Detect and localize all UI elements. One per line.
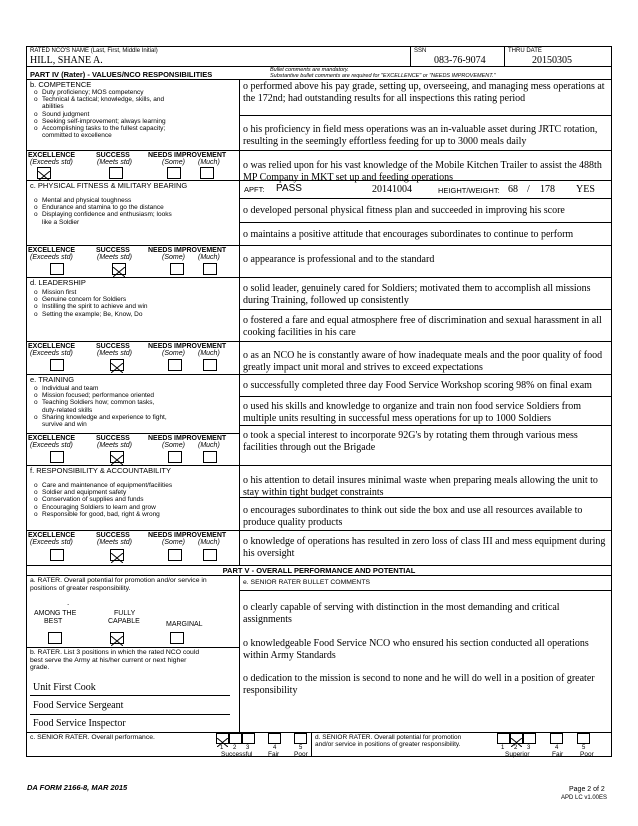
- much-label: (Much): [198, 350, 220, 357]
- success-sub: (Meets std): [97, 539, 133, 546]
- some-checkbox[interactable]: [168, 451, 182, 463]
- height-weight-label: HEIGHT/WEIGHT:: [438, 186, 500, 195]
- training-bullet-2: o used his skills and knowledge to organize and train non food service Soldiers from multiple units resulting in successful mess operations for up to 1000 Soldiers: [243, 401, 582, 424]
- needs-improvement-label: NEEDS IMPROVEMENT: [148, 247, 227, 254]
- potential-fair-label: Fair: [552, 751, 564, 758]
- part4-title: PART IV (Rater) - VALUES/NCO RESPONSIBILITIES: [30, 70, 213, 79]
- excellence-sub: (Exceeds std): [30, 539, 73, 546]
- fully-capable-checkbox[interactable]: [110, 632, 124, 644]
- some-label: (Some): [162, 442, 185, 449]
- training-title: e. TRAINING: [30, 375, 75, 384]
- capable-label: CAPABLE: [108, 618, 140, 625]
- performance-box-3[interactable]: [242, 733, 255, 744]
- weight-value: 178: [540, 184, 555, 195]
- senior-rater-bullet-2: o knowledgeable Food Service NCO who ensured his section conducted all operations within Army Standards: [243, 638, 589, 661]
- potential-box-4[interactable]: [550, 733, 563, 744]
- name-value: HILL, SHANE A.: [30, 55, 103, 66]
- some-label: (Some): [162, 159, 185, 166]
- potential-box-5[interactable]: [577, 733, 590, 744]
- fitness-bullet-3: o appearance is professional and to the standard: [243, 254, 435, 265]
- competence-items: [30, 89, 230, 139]
- marginal-label: MARGINAL: [166, 621, 203, 628]
- much-label: (Much): [198, 539, 220, 546]
- list-item: o Instilling the spirit to achieve and win: [30, 303, 230, 310]
- list-item: o Technical & tactical; knowledge, skills, and abilities: [30, 96, 172, 110]
- excellence-label: EXCELLENCE: [28, 532, 76, 539]
- list-item: o Individual and team: [30, 385, 230, 392]
- height-weight-slash: /: [527, 184, 530, 195]
- responsibility-bullet-3: o knowledge of operations has resulted in zero loss of class III and mess equipment during his oversight: [243, 536, 606, 559]
- performance-num-1: 1: [220, 745, 224, 751]
- list-item: o Mental and physical toughness: [30, 197, 230, 204]
- senior-rater-performance-title: c. SENIOR RATER. Overall performance.: [30, 734, 155, 741]
- responsibility-bullet-2: o encourages subordinates to think out side the box and use all resources available to produce quality products: [243, 505, 583, 528]
- height-value: 68: [508, 184, 518, 195]
- apft-value: PASS: [276, 183, 302, 194]
- part4-note-2: Substantive bullet comments are required for "EXCELLENCE" or "NEEDS IMPROVEMENT.": [270, 73, 496, 79]
- rater-potential-title: a. RATER. Overall potential for promotion and/or service in positions of greater responsibility.: [30, 577, 207, 592]
- competence-bullet-2: o his proficiency in field mess operations was an in-valuable asset during JRTC rotation, resulting in the seemingly effortless feeding for up to 3000 meals daily: [243, 124, 598, 147]
- leadership-title: d. LEADERSHIP: [30, 278, 86, 287]
- success-label: SUCCESS: [96, 532, 130, 539]
- version-label: APD LC v1.00ES: [561, 795, 608, 801]
- part4-note-1: Bullet comments are mandatory.: [270, 67, 349, 73]
- performance-num-2: 2: [233, 745, 237, 751]
- performance-box-1[interactable]: [216, 733, 229, 744]
- list-item: o Sound judgment: [30, 111, 230, 118]
- ssn-value: 083-76-9074: [434, 55, 486, 66]
- performance-poor-label: Poor: [294, 751, 308, 758]
- list-item: o Accomplishing tasks to the fullest capacity; committed to excellence: [30, 125, 192, 139]
- much-label: (Much): [198, 254, 220, 261]
- performance-num-3: 3: [246, 745, 250, 751]
- potential-num-1: 1: [501, 745, 505, 751]
- potential-box-2[interactable]: [510, 733, 523, 744]
- performance-successful-label: Successful: [221, 751, 253, 758]
- success-checkbox[interactable]: [112, 263, 126, 275]
- list-item: o Sharing knowledge and experience to fight, survive and win: [30, 414, 182, 428]
- potential-num-3: 3: [527, 745, 531, 751]
- excellence-checkbox[interactable]: [50, 451, 64, 463]
- competence-title: b. COMPETENCE: [30, 80, 92, 89]
- success-checkbox[interactable]: [110, 451, 124, 463]
- part5-title: PART V - OVERALL PERFORMANCE AND POTENTIAL: [222, 566, 416, 575]
- some-checkbox[interactable]: [170, 263, 184, 275]
- needs-improvement-label: NEEDS IMPROVEMENT: [148, 435, 227, 442]
- excellence-label: EXCELLENCE: [28, 343, 76, 350]
- list-item: o Mission first: [30, 289, 230, 296]
- fully-label: FULLY: [114, 610, 136, 617]
- potential-box-1[interactable]: [497, 733, 510, 744]
- excellence-sub: (Exceeds std): [30, 442, 73, 449]
- list-item: o Setting the example; Be, Know, Do: [30, 311, 230, 318]
- potential-num-2: 2: [514, 745, 518, 751]
- fitness-bullet-2: o maintains a positive attitude that encourages subordinates to continue to perform: [243, 229, 574, 240]
- excellence-checkbox[interactable]: [50, 549, 64, 561]
- excellence-checkbox[interactable]: [50, 359, 64, 371]
- success-sub: (Meets std): [97, 159, 133, 166]
- list-item: o Encouraging Soldiers to learn and grow: [30, 504, 230, 511]
- responsibility-items: [30, 482, 230, 518]
- best-label: BEST: [44, 618, 63, 625]
- needs-improvement-label: NEEDS IMPROVEMENT: [148, 152, 227, 159]
- training-bullet-1: o successfully completed three day Food Service Workshop scoring 98% on final exam: [243, 380, 592, 391]
- positions-title: b. RATER. List 3 positions in which the rated NCO could best serve the Army at his/her current or next higher grade.: [30, 649, 200, 671]
- potential-num-4: 4: [555, 745, 559, 751]
- list-item: o Displaying confidence and enthusiasm; looks like a Soldier: [30, 211, 172, 225]
- success-label: SUCCESS: [96, 343, 130, 350]
- list-item: o Mission focused; performance oriented: [30, 392, 230, 399]
- potential-num-5: 5: [582, 745, 586, 751]
- some-checkbox[interactable]: [167, 167, 181, 179]
- excellence-label: EXCELLENCE: [28, 152, 76, 159]
- position-1: Unit First Cook: [33, 682, 96, 693]
- much-checkbox[interactable]: [203, 359, 217, 371]
- leadership-bullet-1: o solid leader, genuinely cared for Soldiers; motivated them to accomplish all missions during Training, followed up consistently: [243, 283, 591, 306]
- marginal-checkbox[interactable]: [170, 632, 184, 644]
- success-checkbox[interactable]: [110, 549, 124, 561]
- excellence-label: EXCELLENCE: [28, 247, 76, 254]
- leadership-bullet-3: o as an NCO he is constantly aware of how inadequate meals and the poor quality of food greatly impact unit moral and strives to exceed expectations: [243, 350, 603, 373]
- success-checkbox[interactable]: [109, 167, 123, 179]
- performance-box-5[interactable]: [294, 733, 307, 744]
- fitness-bullet-1: o developed personal physical fitness plan and succeeded in improving his score: [243, 205, 565, 216]
- some-label: (Some): [162, 539, 185, 546]
- among-the-best-checkbox[interactable]: [48, 632, 62, 644]
- potential-box-3[interactable]: [523, 733, 536, 744]
- performance-box-2[interactable]: [229, 733, 242, 744]
- training-bullet-3: o took a special interest to incorporate 92G's by rotating them through various mess facilities through out the Brigade: [243, 430, 578, 453]
- excellence-checkbox[interactable]: [37, 167, 51, 179]
- list-item: o Endurance and stamina to go the distance: [30, 204, 230, 211]
- performance-num-4: 4: [273, 745, 277, 751]
- much-label: (Much): [198, 442, 220, 449]
- list-item: o Responsible for good, bad, right & wrong: [30, 511, 230, 518]
- list-item: o Soldier and equipment safety: [30, 489, 230, 496]
- list-item: o Conservation of supplies and funds: [30, 496, 230, 503]
- responsibility-title: f. RESPONSIBILITY & ACCOUNTABILITY: [30, 466, 172, 475]
- success-label: SUCCESS: [96, 247, 130, 254]
- position-2: Food Service Sergeant: [33, 700, 124, 711]
- excellence-checkbox[interactable]: [50, 263, 64, 275]
- list-item: o Care and maintenance of equipment/facilities: [30, 482, 230, 489]
- some-label: (Some): [162, 254, 185, 261]
- senior-rater-bullet-1: o clearly capable of serving with distinction in the most demanding and critical assignments: [243, 602, 560, 625]
- success-label: SUCCESS: [96, 435, 130, 442]
- much-label: (Much): [198, 159, 220, 166]
- potential-poor-label: Poor: [580, 751, 594, 758]
- some-label: (Some): [162, 350, 185, 357]
- fitness-items: [30, 197, 230, 226]
- competence-bullet-3: o was relied upon for his vast knowledge of the Mobile Kitchen Trailer to assist the 488th MP Company in MKT set up and feeding operations: [243, 160, 602, 183]
- name-label: RATED NCO'S NAME (Last, First, Middle Initial): [30, 48, 158, 54]
- excellence-label: EXCELLENCE: [28, 435, 76, 442]
- thru-date-label: THRU DATE: [508, 48, 542, 54]
- success-sub: (Meets std): [97, 350, 133, 357]
- much-checkbox[interactable]: [200, 167, 214, 179]
- page-number: Page 2 of 2: [569, 786, 605, 793]
- success-label: SUCCESS: [96, 152, 130, 159]
- list-item: o Duty proficiency; MOS competency: [30, 89, 230, 96]
- list-item: o Teaching Soldiers how; common tasks, duty-related skills: [30, 399, 162, 413]
- performance-fair-label: Fair: [268, 751, 280, 758]
- excellence-sub: (Exceeds std): [30, 254, 73, 261]
- success-sub: (Meets std): [97, 442, 133, 449]
- potential-superior-label: Superior: [505, 751, 530, 758]
- excellence-sub: (Exceeds std): [30, 159, 73, 166]
- performance-box-4[interactable]: [268, 733, 281, 744]
- leadership-bullet-2: o fostered a fare and equal atmosphere free of discrimination and sexual harassment in all cooking facilities in his care: [243, 315, 602, 338]
- responsibility-bullet-1: o his attention to detail insures minimal waste when preparing meals allowing the unit to stay within tight budget constraints: [243, 475, 598, 498]
- leadership-items: [30, 289, 230, 318]
- senior-rater-bullet-3: o dedication to the mission is second to none and he will do well in a position of greater responsibility: [243, 673, 595, 696]
- form-number: DA FORM 2166-8, MAR 2015: [27, 783, 128, 792]
- ssn-label: SSN: [414, 48, 427, 54]
- among-the-label: AMONG THE: [34, 610, 77, 617]
- height-weight-result: YES: [576, 184, 595, 195]
- thru-date-value: 20150305: [532, 55, 572, 66]
- stray-dot: .: [67, 598, 70, 607]
- excellence-sub: (Exceeds std): [30, 350, 73, 357]
- senior-rater-potential-title: d. SENIOR RATER. Overall potential for promotion and/or service in positions of greater responsibility.: [315, 734, 462, 748]
- senior-rater-comments-title: e. SENIOR RATER BULLET COMMENTS: [243, 579, 371, 586]
- position-3: Food Service Inspector: [33, 718, 126, 729]
- training-items: [30, 385, 230, 428]
- list-item: o Genuine concern for Soldiers: [30, 296, 230, 303]
- apft-label: APFT:: [244, 185, 265, 194]
- much-checkbox[interactable]: [203, 549, 217, 561]
- much-checkbox[interactable]: [203, 451, 217, 463]
- needs-improvement-label: NEEDS IMPROVEMENT: [148, 532, 227, 539]
- some-checkbox[interactable]: [168, 359, 182, 371]
- fitness-title: c. PHYSICAL FITNESS & MILITARY BEARING: [30, 181, 188, 190]
- much-checkbox[interactable]: [203, 263, 217, 275]
- list-item: o Seeking self-improvement; always learning: [30, 118, 230, 125]
- success-checkbox[interactable]: [110, 359, 124, 371]
- needs-improvement-label: NEEDS IMPROVEMENT: [148, 343, 227, 350]
- success-sub: (Meets std): [97, 254, 133, 261]
- apft-date: 20141004: [372, 184, 412, 195]
- performance-num-5: 5: [299, 745, 303, 751]
- competence-bullet-1: o performed above his pay grade, setting up, overseeing, and managing mess operations at the 172nd; had outstanding results for all inspections this rating period: [243, 81, 605, 104]
- some-checkbox[interactable]: [168, 549, 182, 561]
